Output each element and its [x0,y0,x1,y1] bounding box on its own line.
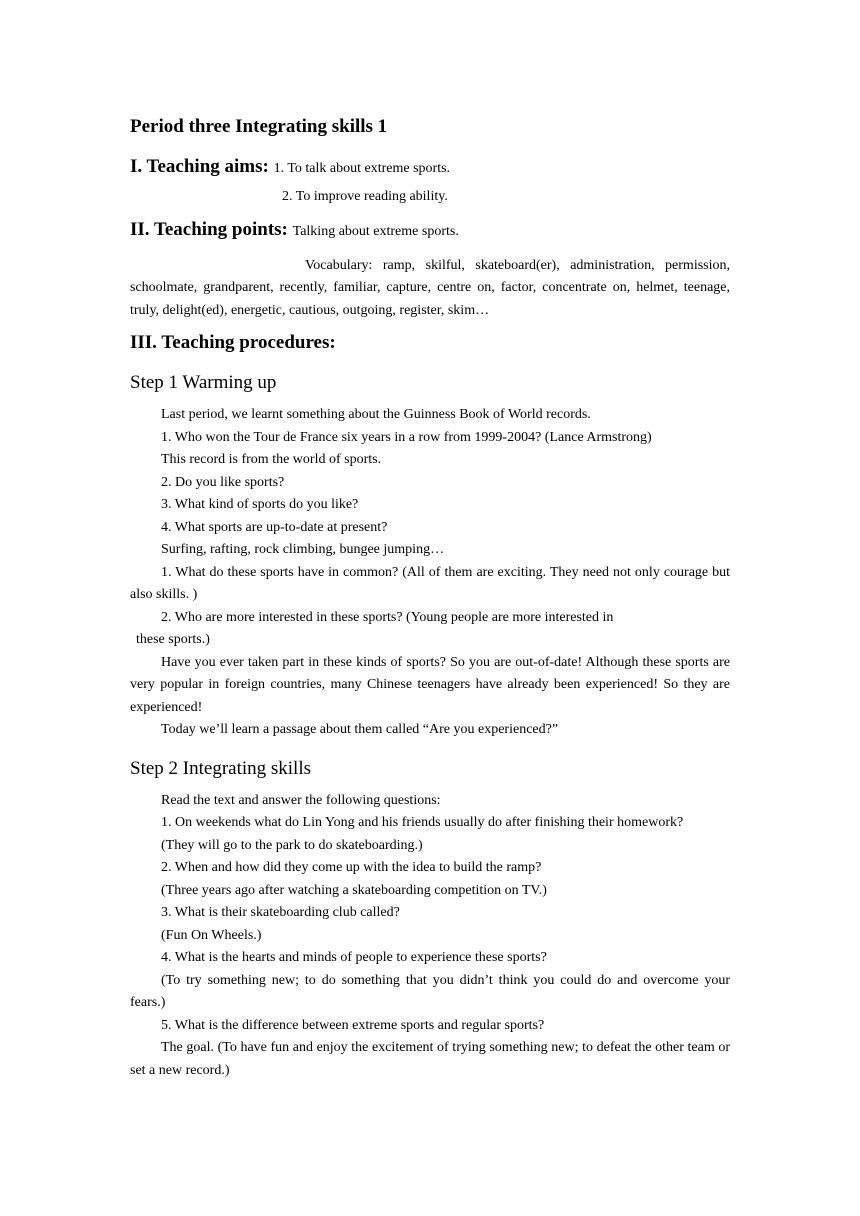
step2-line: 3. What is their skateboarding club called? [161,905,400,920]
step1-question-common: 1. What do these sports have in common? (All of them are exciting. They need not only courage but also skills. ) [130,564,730,602]
step2-answer-5: The goal. (To have fun and enjoy the excitement of trying something new; to defeat the other team or set a new record.) [130,1040,730,1078]
step2-line: 2. When and how did they come up with the idea to build the ramp? [161,860,542,875]
vocabulary-paragraph: Vocabulary: ramp, skilful, skateboard(er), administration, permission, schoolmate, grandparent, recently, familiar, capture, centre on, factor, concentrate on, helmet, teenage, truly, delight(ed), energetic, cautious, outgoing, register, skim… [130,257,730,318]
teaching-points-label: II. Teaching points: [130,218,288,240]
step2-line: 1. On weekends what do Lin Yong and his friends usually do after finishing their homework? [161,815,684,830]
step2-line: (Three years ago after watching a skateboarding competition on TV.) [161,882,547,898]
step2-line: (Fun On Wheels.) [161,927,262,943]
step2-heading: Step 2 Integrating skills [130,757,312,779]
aim-1: 1. To talk about extreme sports. [273,161,451,176]
step1-line: Surfing, rafting, rock climbing, bungee jumping… [161,542,445,557]
step2-question-5: 5. What is the difference between extreme sports and regular sports? [161,1017,545,1033]
step2-answer-4: (To try something new; to do something that you didn’t think you could do and overcome your fears.) [130,972,730,1010]
step1-line: 2. Do you like sports? [161,474,285,490]
teaching-aims-label: I. Teaching aims: [130,156,269,177]
step1-line: 4. What sports are up-to-date at present? [161,519,388,535]
step1-paragraph: Have you ever taken part in these kinds of sports? So you are out-of-date! Although these sports are very popular in foreign countries, many Chinese teenagers have already been experienced! So they are experienced! [130,654,730,715]
step2-line: Read the text and answer the following questions: [161,792,441,808]
step1-question-interest-cont: these sports.) [136,632,210,647]
step2-line: 4. What is the hearts and minds of people to experience these sports? [161,950,547,965]
teaching-points-heading [130,217,730,245]
step2-line: (They will go to the park to do skateboarding.) [161,837,423,853]
document-page [130,114,730,1082]
teaching-procedures-heading: III. Teaching procedures: [130,332,336,353]
step1-line: This record is from the world of sports. [161,452,382,467]
document-title: Period three Integrating skills 1 [130,116,388,137]
step1-line: 3. What kind of sports do you like? [161,497,359,512]
step1-question-interest: 2. Who are more interested in these sports? (Young people are more interested in [161,609,614,625]
step1-closing: Today we’ll learn a passage about them called “Are you experienced?” [161,722,559,737]
aim-2: 2. To improve reading ability. [282,189,448,204]
teaching-aims-heading [130,154,730,182]
step1-heading: Step 1 Warming up [130,372,277,393]
teaching-points-text: Talking about extreme sports. [292,223,459,239]
step1-line: Last period, we learnt something about the Guinness Book of World records. [161,407,591,422]
step1-line: 1. Who won the Tour de France six years in a row from 1999-2004? (Lance Armstrong) [161,429,652,445]
